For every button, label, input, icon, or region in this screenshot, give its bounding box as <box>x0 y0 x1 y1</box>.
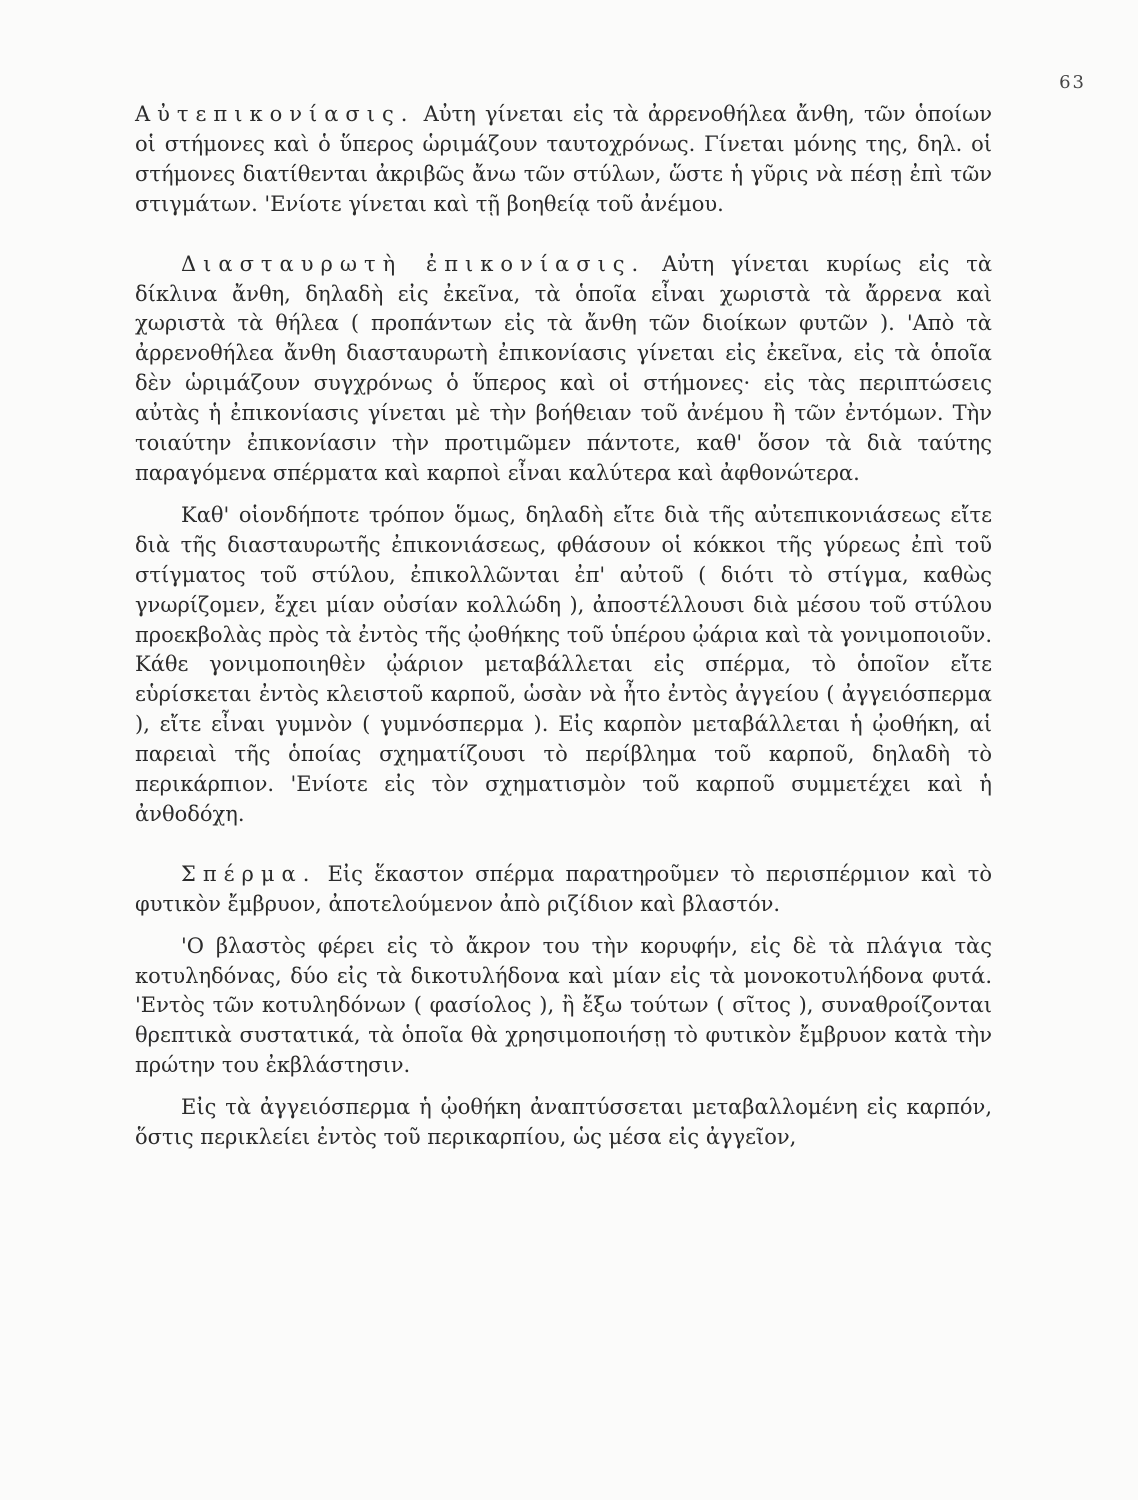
paragraph-text: Εἰς ἕκαστον σπέρμα παρατηροῦμεν τὸ περισπέρμιον καὶ τὸ φυτικὸν ἔμβρυον, ἀποτελούμενον ἀπὸ ριζίδιον καὶ βλαστόν. <box>135 861 992 916</box>
paragraph-fertilization <box>135 501 992 830</box>
paragraph-cross-pollination <box>135 250 992 489</box>
paragraph-angiosperms <box>135 1093 992 1153</box>
paragraph-shoot <box>135 932 992 1082</box>
paragraph-text: 'Ο βλαστὸς φέρει εἰς τὸ ἄκρον του τὴν κορυφήν, εἰς δὲ τὰ πλάγια τὰς κοτυληδόνας, δύο εἰς τὰ δικοτυλήδονα καὶ μίαν εἰς τὰ μονοκοτυλήδονα φυτά. 'Εντὸς τῶν κοτυληδόνων ( φασίολος ), ἢ ἔξω τούτων ( σῖτος ), συναθροίζονται θρεπτικὰ συστατικά, τὰ ὁποῖα θὰ χρησιμοποιήσῃ τὸ φυτικὸν ἔμβρυον κατὰ τὴν πρώτην του ἐκβλάστησιν. <box>135 933 992 1078</box>
page-number: 63 <box>1059 72 1086 93</box>
paragraph-text: Εἰς τὰ ἀγγειόσπερμα ἡ ᾠοθήκη ἀναπτύσσεται μεταβαλλομένη εἰς καρπόν, ὅστις περικλείει ἐντὸς τοῦ περικαρπίου, ὡς μέσα εἰς ἀγγεῖον, <box>135 1095 992 1150</box>
paragraph-autopollination <box>135 100 992 220</box>
section-heading-cross-pollination: Διασταυρωτὴ ἐπικονίασις. <box>181 251 646 276</box>
paragraph-text: Καθ' οἱονδήποτε τρόπον ὅμως, δηλαδὴ εἴτε διὰ τῆς αὐτεπικονιάσεως εἴτε διὰ τῆς διασταυρωτῆς ἐπικονιάσεως, φθάσουν οἱ κόκκοι τῆς γύρεως ἐπὶ τοῦ στίγματος τοῦ στύλου, ἐπικολλῶνται ἐπ' αὐτοῦ ( διότι τὸ στίγμα, καθὼς γνωρίζομεν, ἔχει μίαν οὐσίαν κολλώδη ), ἀποστέλλουσι διὰ μέσου τοῦ στύλου προεκβολὰς πρὸς τὰ ἐντὸς τῆς ᾠοθήκης τοῦ ὑπέρου ᾠάρια καὶ τὰ γονιμοποιοῦν. Κάθε γονιμοποιηθὲν ᾠάριον μεταβάλλεται εἰς σπέρμα, τὸ ὁποῖον εἴτε εὑρίσκεται ἐντὸς κλειστοῦ καρποῦ, ὡσὰν νὰ ἦτο ἐντὸς ἀγγείου ( ἀγγειόσπερμα ), εἴτε εἶναι γυμνὸν ( γυμνόσπερμα ). Εἰς καρπὸν μεταβάλλεται ἡ ᾠοθήκη, αἱ παρειαὶ τῆς ὁποίας σχηματίζουσι τὸ περίβλημα τοῦ καρποῦ, δηλαδὴ τὸ περικάρπιον. 'Ενίοτε εἰς τὸν σχηματισμὸν τοῦ καρποῦ συμμετέχει καὶ ἡ ἀνθοδόχη. <box>135 502 992 826</box>
section-heading-seed: Σπέρμα. <box>181 861 317 886</box>
paragraph-seed <box>135 860 992 920</box>
paragraph-text: Αὐτη γίνεται κυρίως εἰς τὰ δίκλινα ἄνθη, δηλαδὴ εἰς ἐκεῖνα, τὰ ὁποῖα εἶναι χωριστὰ τὰ ἄρρενα καὶ χωριστὰ τὰ θήλεα ( προπάντων εἰς τὰ ἄνθη τῶν διοίκων φυτῶν ). 'Απὸ τὰ ἀρρενοθήλεα ἄνθη διασταυρωτὴ ἐπικονίασις γίνεται εἰς ἐκεῖνα, εἰς τὰ ὁποῖα δὲν ὡριμάζουν συγχρόνως ὁ ὕπερος καὶ οἱ στήμονες· εἰς τὰς περιπτώσεις αὐτὰς ἡ ἐπικονίασις γίνεται μὲ τὴν βοήθειαν τοῦ ἀνέμου ἢ τῶν ἐντόμων. Τὴν τοιαύτην ἐπικονίασιν τὴν προτιμῶμεν πάντοτε, καθ' ὅσον τὰ διὰ ταύτης παραγόμενα σπέρματα καὶ καρποὶ εἶναι καλύτερα καὶ ἀφθονώτερα. <box>135 251 993 485</box>
paragraph-text: Αὐτη γίνεται εἰς τὰ ἀρρενοθήλεα ἄνθη, τῶν ὁποίων οἱ στήμονες καὶ ὁ ὕπερος ὡριμάζουν ταυτοχρόνως. Γίνεται μόνης της, δηλ. οἱ στήμονες διατίθενται ἀκριβῶς ἄνω τῶν στύλων, ὥστε ἡ γῦρις νὰ πέσῃ ἐπὶ τῶν στιγμάτων. 'Ενίοτε γίνεται καὶ τῇ βοηθείᾳ τοῦ ἀνέμου. <box>135 102 992 216</box>
section-heading-autopollination: Αὐτεπικονίασις. <box>135 102 415 126</box>
document-body <box>135 100 992 1153</box>
